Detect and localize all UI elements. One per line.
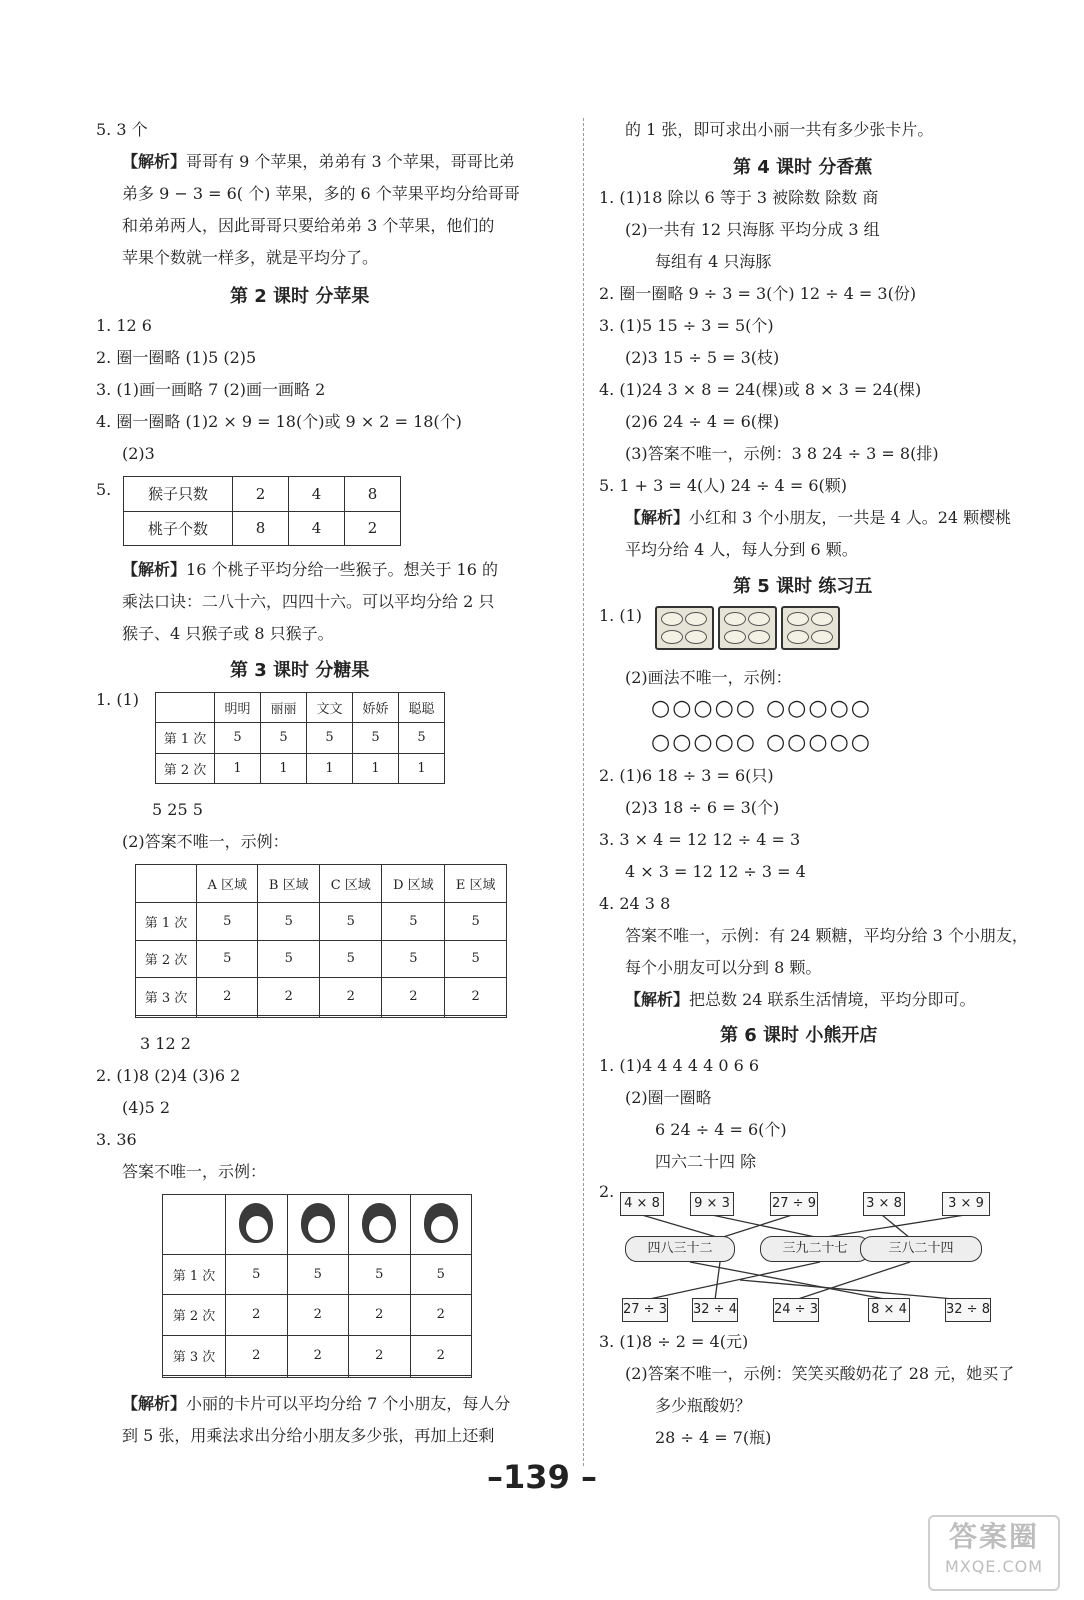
banana-group-icon (655, 606, 714, 650)
table-cell: 5 (258, 940, 320, 978)
table-cell: 5 (445, 940, 507, 978)
table-cell (320, 1016, 382, 1018)
answer-line: 3. (1)画一画略 7 (2)画一画略 2 (96, 380, 326, 399)
table-cell: 5 (382, 902, 445, 940)
table-cell: 第 1 次 (163, 1255, 226, 1295)
answer-line: 5 25 5 (152, 800, 203, 819)
table-cell: 5 (349, 1255, 411, 1295)
table-row (163, 1335, 472, 1375)
table-cell (226, 1195, 288, 1255)
table-cell: 8 (345, 477, 401, 512)
answer-line: 1. (1)4 4 4 4 4 0 6 6 (599, 1056, 760, 1075)
table-cell: A 区域 (197, 865, 258, 903)
table-row (163, 1195, 472, 1255)
match-card: 3 × 9 (942, 1192, 990, 1216)
match-card: 3 × 8 (863, 1192, 905, 1216)
table-cell: 第 1 次 (136, 902, 197, 940)
table-row (156, 753, 445, 783)
circle-drawing: ○○○○○ ○○○○○ (651, 696, 872, 721)
table-cell: 2 (382, 978, 445, 1016)
column-divider (583, 118, 584, 1466)
section-heading: 第 3 课时 分糖果 (230, 660, 370, 681)
table-cell: 5 (445, 902, 507, 940)
table-cell: 聪聪 (399, 693, 445, 723)
table-cell (287, 1375, 349, 1377)
answer-line: 4. 圈一圈略 (1)2 × 9 = 18(个)或 9 × 2 = 18(个) (96, 412, 462, 431)
boy-avatar (239, 1203, 273, 1243)
table-cell: 5 (287, 1255, 349, 1295)
table-cell (445, 1016, 507, 1018)
table-cell: B 区域 (258, 865, 320, 903)
analysis-line: 【解析】16 个桃子平均分给一些猴子。想关于 16 的 (122, 560, 498, 579)
answer-line: (2)一共有 12 只海豚 平均分成 3 组 (625, 220, 880, 239)
table-cell: 5 (382, 940, 445, 978)
table-cell: 5 (197, 940, 258, 978)
answer-line: (2)答案不唯一，示例： (122, 832, 289, 851)
answer-line: 四六二十四 除 (655, 1152, 757, 1171)
answer-line: (2)3 18 ÷ 6 = 3(个) (625, 798, 780, 817)
table-cell: 8 (233, 511, 289, 546)
table-cell: 1 (307, 753, 353, 783)
answer-line: 5. 1 + 3 = 4(人) 24 ÷ 4 = 6(颗) (599, 476, 847, 495)
table-cell: 4 (289, 477, 345, 512)
girl-avatar (424, 1203, 458, 1243)
watermark-site: MXQE.COM (944, 1557, 1044, 1576)
table-cell: 5 (226, 1255, 288, 1295)
table-cell: 5 (410, 1255, 472, 1295)
shop-sign: 三八二十四 (860, 1236, 982, 1262)
table-cell: 5 (258, 902, 320, 940)
table-cell (349, 1195, 411, 1255)
table-cell: 5 (215, 723, 261, 753)
circle-drawing: ○○○○○ ○○○○○ (651, 730, 872, 755)
table-row (124, 511, 401, 546)
table-cell: 2 (233, 477, 289, 512)
table-cell: 2 (226, 1295, 288, 1335)
answer-line: (2)6 24 ÷ 4 = 6(棵) (625, 412, 780, 431)
answer-line: (2)圈一圈略 (625, 1088, 712, 1107)
table-cell: 娇娇 (353, 693, 399, 723)
analysis-line: 猴子、4 只猴子或 8 只猴子。 (122, 624, 334, 643)
table-cell (156, 693, 215, 723)
analysis-line: 苹果个数就一样多，就是平均分了。 (122, 248, 379, 267)
area-table (135, 864, 507, 1018)
answer-line: 1. (1)18 除以 6 等于 3 被除数 除数 商 (599, 188, 879, 207)
table-cell: C 区域 (320, 865, 382, 903)
answer-line: 4. 24 3 8 (599, 894, 671, 913)
table-cell (349, 1375, 411, 1377)
table-cell: E 区域 (445, 865, 507, 903)
watermark-logo (928, 1515, 1060, 1591)
table-cell (258, 1016, 320, 1018)
table-cell: 桃子个数 (124, 511, 233, 546)
table-cell: 2 (258, 978, 320, 1016)
table-cell: 2 (287, 1335, 349, 1375)
kids-table (162, 1194, 472, 1378)
analysis-line: 和弟弟两人，因此哥哥只要给弟弟 3 个苹果，他们的 (122, 216, 495, 235)
answer-line: (3)答案不唯一，示例：3 8 24 ÷ 3 = 8(排) (625, 444, 939, 463)
answer-line: (2)答案不唯一，示例：笑笑买酸奶花了 28 元，她买了 (625, 1364, 1015, 1383)
answer-line: 2. (599, 1182, 615, 1201)
table-cell: 第 2 次 (163, 1295, 226, 1335)
table-cell: 第 2 次 (156, 753, 215, 783)
table-cell: 2 (345, 511, 401, 546)
section-heading: 第 6 课时 小熊开店 (720, 1025, 878, 1046)
analysis-line: 【解析】把总数 24 联系生活情境，平均分即可。 (625, 990, 976, 1009)
banana-groups (655, 606, 844, 650)
table-cell: 第 3 次 (163, 1335, 226, 1375)
monkey-peach-table (123, 476, 401, 546)
answer-line: 4. (1)24 3 × 8 = 24(棵)或 8 × 3 = 24(棵) (599, 380, 922, 399)
table-cell (136, 1016, 197, 1018)
answer-line: 多少瓶酸奶？ (655, 1396, 752, 1415)
table-cell: 丽丽 (261, 693, 307, 723)
match-card: 8 × 4 (868, 1298, 910, 1322)
table-cell (226, 1375, 288, 1377)
table-cell (197, 1016, 258, 1018)
answer-line: 每组有 4 只海豚 (655, 252, 772, 271)
answer-line: 2. (1)6 18 ÷ 3 = 6(只) (599, 766, 774, 785)
table-cell: 5 (307, 723, 353, 753)
analysis-line: 【解析】哥哥有 9 个苹果，弟弟有 3 个苹果，哥哥比弟 (122, 152, 515, 171)
answer-line: 5. (96, 480, 112, 499)
table-row (136, 865, 507, 903)
answer-line: (4)5 2 (122, 1098, 171, 1117)
match-card: 24 ÷ 3 (773, 1298, 819, 1322)
analysis-line: 弟多 9 − 3 = 6( 个) 苹果，多的 6 个苹果平均分给哥哥 (122, 184, 520, 203)
answer-line: 每个小朋友可以分到 8 颗。 (625, 958, 822, 977)
shop-sign: 三九二十七 (760, 1236, 870, 1262)
table-cell: 2 (226, 1335, 288, 1375)
analysis-line: 到 5 张，用乘法求出分给小朋友多少张，再加上还剩 (122, 1426, 495, 1445)
table-row (163, 1375, 472, 1377)
banana-group-icon (718, 606, 777, 650)
candy-table (155, 692, 445, 784)
answer-line: 4 × 3 = 12 12 ÷ 3 = 4 (625, 862, 806, 881)
analysis-tag: 【解析】 (625, 508, 690, 527)
girl-avatar (301, 1203, 335, 1243)
watermark-title: 答案圈 (948, 1520, 1039, 1553)
answer-line: 5. 3 个 (96, 120, 148, 139)
match-card: 4 × 8 (620, 1192, 664, 1216)
table-cell: 第 2 次 (136, 940, 197, 978)
table-row (136, 978, 507, 1016)
table-row (156, 723, 445, 753)
analysis-tag: 【解析】 (122, 1394, 187, 1413)
table-cell: 5 (320, 940, 382, 978)
table-cell: 2 (410, 1335, 472, 1375)
match-card: 27 ÷ 9 (770, 1192, 818, 1216)
table-cell: 2 (349, 1295, 411, 1335)
match-card: 32 ÷ 4 (692, 1298, 738, 1322)
table-cell: 猴子只数 (124, 477, 233, 512)
table-row (124, 477, 401, 512)
table-cell (382, 1016, 445, 1018)
table-cell (410, 1375, 472, 1377)
banana-group-icon (781, 606, 840, 650)
matching-diagram (620, 1190, 1030, 1325)
answer-line: 1. (1) (599, 606, 643, 625)
answer-line: 2. 圈一圈略 (1)5 (2)5 (96, 348, 257, 367)
analysis-line: 【解析】小红和 3 个小朋友，一共是 4 人。24 颗樱桃 (625, 508, 1012, 527)
table-cell: 第 3 次 (136, 978, 197, 1016)
match-card: 27 ÷ 3 (622, 1298, 668, 1322)
table-cell: 4 (289, 511, 345, 546)
table-cell: 1 (261, 753, 307, 783)
answer-line: (2)3 (122, 444, 155, 463)
answer-line: (2)画法不唯一，示例： (625, 668, 792, 687)
table-cell (136, 865, 197, 903)
analysis-line: 【解析】小丽的卡片可以平均分给 7 个小朋友，每人分 (122, 1394, 511, 1413)
answer-line: 2. (1)8 (2)4 (3)6 2 (96, 1066, 241, 1085)
table-cell: 2 (445, 978, 507, 1016)
table-row (156, 693, 445, 723)
analysis-line: 乘法口诀：二八十六，四四十六。可以平均分给 2 只 (122, 592, 495, 611)
table-cell: 明明 (215, 693, 261, 723)
shop-sign: 四八三十二 (625, 1236, 735, 1262)
answer-line: (2)3 15 ÷ 5 = 3(枝) (625, 348, 780, 367)
answer-line: 6 24 ÷ 4 = 6(个) (655, 1120, 787, 1139)
answer-line: 答案不唯一，示例：有 24 颗糖，平均分给 3 个小朋友， (625, 926, 1028, 945)
answer-line: 3 12 2 (140, 1034, 191, 1053)
table-cell: D 区域 (382, 865, 445, 903)
table-cell: 2 (197, 978, 258, 1016)
table-cell: 2 (287, 1295, 349, 1335)
match-card: 32 ÷ 8 (945, 1298, 991, 1322)
table-cell (163, 1375, 226, 1377)
table-cell: 2 (349, 1335, 411, 1375)
answer-line: 28 ÷ 4 = 7(瓶) (655, 1428, 772, 1447)
answer-line: 1. 12 6 (96, 316, 152, 335)
table-cell: 1 (215, 753, 261, 783)
analysis-line: 的 1 张，即可求出小丽一共有多少张卡片。 (625, 120, 934, 139)
answer-line: 2. 圈一圈略 9 ÷ 3 = 3(个) 12 ÷ 4 = 3(份) (599, 284, 917, 303)
table-cell: 1 (353, 753, 399, 783)
table-row (136, 902, 507, 940)
answer-line: 3. (1)8 ÷ 2 = 4(元) (599, 1332, 749, 1351)
answer-line: 1. (1) (96, 690, 140, 709)
table-row (136, 1016, 507, 1018)
girl-avatar (362, 1203, 396, 1243)
table-cell: 文文 (307, 693, 353, 723)
analysis-tag: 【解析】 (122, 560, 187, 579)
answer-line: 答案不唯一，示例： (122, 1162, 267, 1181)
analysis-tag: 【解析】 (625, 990, 690, 1009)
table-cell: 5 (399, 723, 445, 753)
answer-line: 3. 3 × 4 = 12 12 ÷ 4 = 3 (599, 830, 801, 849)
table-cell: 5 (320, 902, 382, 940)
table-cell: 1 (399, 753, 445, 783)
analysis-tag: 【解析】 (122, 152, 187, 171)
answer-line: 3. (1)5 15 ÷ 3 = 5(个) (599, 316, 774, 335)
match-card: 9 × 3 (690, 1192, 734, 1216)
analysis-line: 平均分给 4 人，每人分到 6 颗。 (625, 540, 858, 559)
table-cell (287, 1195, 349, 1255)
table-cell: 5 (353, 723, 399, 753)
table-row (163, 1295, 472, 1335)
section-heading: 第 2 课时 分苹果 (230, 286, 370, 307)
section-heading: 第 5 课时 练习五 (733, 576, 873, 597)
table-row (163, 1255, 472, 1295)
table-cell: 2 (320, 978, 382, 1016)
table-row (136, 940, 507, 978)
table-cell: 第 1 次 (156, 723, 215, 753)
table-cell (163, 1195, 226, 1255)
section-heading: 第 4 课时 分香蕉 (733, 157, 873, 178)
table-cell (410, 1195, 472, 1255)
page-number: –139 – (487, 1458, 597, 1496)
table-cell: 5 (197, 902, 258, 940)
table-cell: 2 (410, 1295, 472, 1335)
table-cell: 5 (261, 723, 307, 753)
answer-line: 3. 36 (96, 1130, 137, 1149)
